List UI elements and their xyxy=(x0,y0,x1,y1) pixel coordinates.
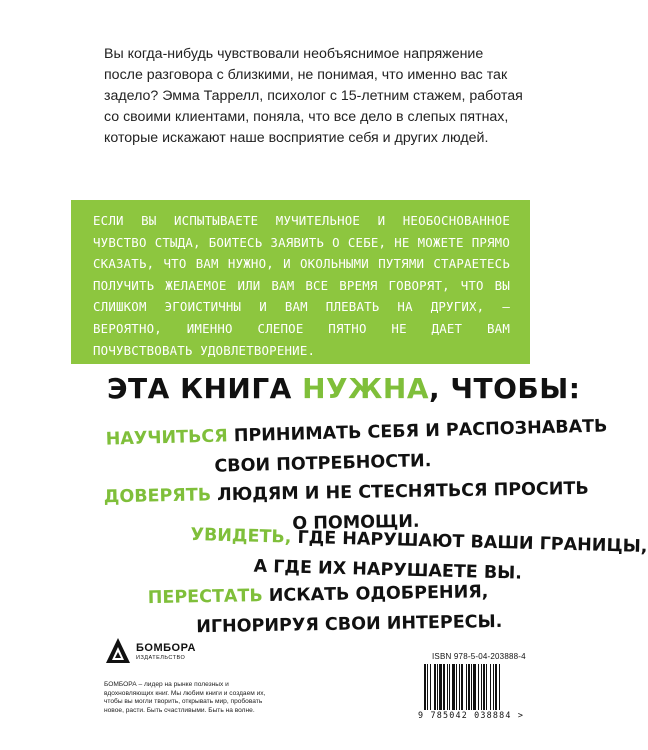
barcode-bar xyxy=(478,664,479,710)
barcode-bar xyxy=(443,664,445,710)
publisher-sub: ИЗДАТЕЛЬСТВО xyxy=(136,654,186,661)
benefit-line2: О ПОМОЩИ. xyxy=(292,511,420,534)
barcode-bar xyxy=(490,664,491,710)
barcode xyxy=(422,664,530,710)
benefit-item-1 xyxy=(105,411,608,484)
barcode-bar xyxy=(430,664,431,710)
headline xyxy=(107,372,580,405)
barcode-bar xyxy=(452,664,455,710)
barcode-bar xyxy=(486,664,487,710)
barcode-bar xyxy=(499,664,500,710)
publisher-description: БОМБОРА – лидер на рынке полезных и вдохновляющих книг. Мы любим книги и создаем их, чтобы вы могли творить, открывать мир, пробовать новое, расти. Быть счастливыми. Быть на волне. xyxy=(104,681,266,714)
benefit-key: ДОВЕРЯТЬ xyxy=(103,485,212,508)
barcode-bar xyxy=(449,664,450,710)
headline-after: , ЧТОБЫ: xyxy=(429,372,581,405)
benefit-key: УВИДЕТЬ, xyxy=(190,525,292,548)
bombora-logo-icon xyxy=(104,636,132,666)
barcode-bar xyxy=(473,664,476,710)
publisher-logo xyxy=(104,636,196,666)
barcode-bar xyxy=(481,664,482,710)
benefit-line2: ИГНОРИРУЯ СВОИ ИНТЕРЕСЫ. xyxy=(196,611,503,638)
benefit-line2: А ГДЕ ИХ НАРУШАЕТЕ ВЫ. xyxy=(253,556,523,584)
headline-highlight: НУЖНА xyxy=(302,372,429,405)
benefit-line2: СВОИ ПОТРЕБНОСТИ. xyxy=(214,451,432,477)
barcode-digits: 9 785042 038884 > xyxy=(418,710,525,720)
publisher-name: БОМБОРА xyxy=(136,641,196,654)
barcode-bar xyxy=(495,664,497,710)
benefit-rest: ИСКАТЬ ОДОБРЕНИЯ, xyxy=(262,582,489,607)
headline-before: ЭТА КНИГА xyxy=(107,372,303,405)
barcode-bar xyxy=(456,664,457,710)
barcode-bar xyxy=(437,664,438,710)
barcode-bar xyxy=(461,664,463,710)
barcode-bar xyxy=(459,664,460,710)
barcode-bar xyxy=(466,664,467,710)
barcode-bar xyxy=(424,664,426,710)
benefit-key: НАУЧИТЬСЯ xyxy=(105,426,228,450)
benefit-rest: ЛЮДЯМ И НЕ СТЕСНЯТЬСЯ ПРОСИТЬ xyxy=(210,478,589,506)
isbn-label: ISBN 978-5-04-203888-4 xyxy=(432,652,526,661)
barcode-bar xyxy=(468,664,470,710)
callout-text: ЕСЛИ ВЫ ИСПЫТЫВАЕТЕ МУЧИТЕЛЬНОЕ И НЕОБОСНОВАННОЕ ЧУВСТВО СТЫДА, БОИТЕСЬ ЗАЯВИТЬ О СЕБЕ, НЕ МОЖЕТЕ ПРЯМО СКАЗАТЬ, ЧТО ВАМ НУЖНО, И ОКОЛЬНЫМИ ПУТЯМИ СТАРАЕТЕСЬ ПОЛУЧИТЬ ЖЕЛАЕМОЕ ИЛИ ВАМ ВСЕ ВРЕМЯ ГОВОРЯТ, ЧТО ВЫ СЛИШКОМ ЭГОИСТИЧНЫ И ВАМ ПЛЕВАТЬ НА ДРУГИХ, – ВЕРОЯТНО, ИМЕННО СЛЕПОЕ ПЯТНО НЕ ДАЕТ ВАМ ПОЧУВСТВОВАТЬ УДОВЛЕТВОРЕНИЕ. xyxy=(93,213,510,358)
benefit-key: ПЕРЕСТАТЬ xyxy=(147,586,263,609)
barcode-bar xyxy=(434,664,436,710)
benefit-rest: ГДЕ НАРУШАЮТ ВАШИ ГРАНИЦЫ, xyxy=(291,527,648,557)
barcode-bar xyxy=(483,664,485,710)
benefit-item-4 xyxy=(148,577,503,643)
barcode-bar xyxy=(439,664,442,710)
barcode-bar xyxy=(427,664,428,710)
callout-box xyxy=(71,200,530,364)
barcode-bar xyxy=(493,664,494,710)
barcode-bar xyxy=(471,664,472,710)
benefit-rest: ПРИНИМАТЬ СЕБЯ И РАСПОЗНАВАТЬ xyxy=(227,416,608,447)
barcode-bar xyxy=(447,664,448,710)
intro-paragraph: Вы когда-нибудь чувствовали необъяснимое напряжение после разговора с близкими, не понимая, что именно вас так задело? Эмма Таррелл, психолог с 15-летним стажем, работая со своими клиентами, поняла, что все дело в слепых пятнах, которые искажают наше восприятие себя и других людей. xyxy=(104,46,523,146)
